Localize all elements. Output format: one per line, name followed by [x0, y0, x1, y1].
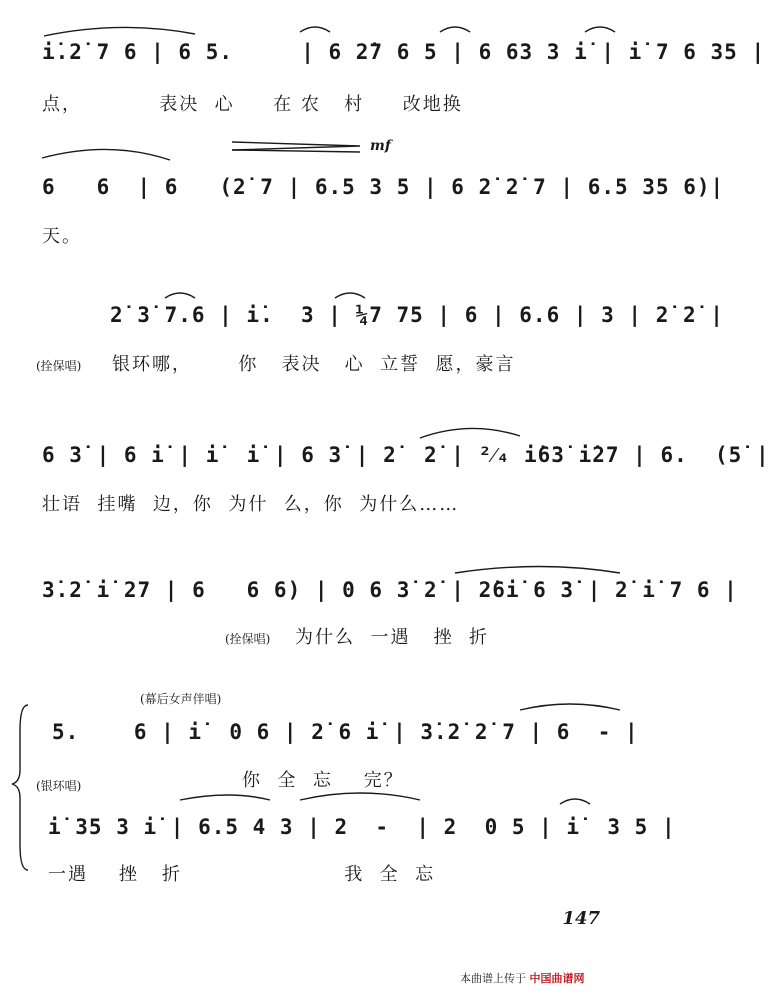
lyrics-line: 一遇 挫 折 我 全 忘 — [48, 864, 436, 885]
lyrics-line: 壮语 挂嘴 边，你 为什 么，你 为什么…… — [42, 494, 460, 515]
notation-line: i̇ 35 3 i̇ | 6.5 4 3 | 2 - | 2 0 5 | i̇ 3 5 | — [48, 815, 676, 839]
lyrics-line: 天。 — [42, 226, 82, 247]
choir-label: (幕后女声伴唱) — [140, 692, 222, 706]
notation-line: 3̇.2̇ i̇ 27 | 6 6 6) | 0 6 3̇ 2̇ | 2̇6i̇ 6 3̇ | 2̇ i̇ 7 6 | — [42, 578, 738, 602]
notation-line: 2̇ 3̇ 7.6 | i̇. 3 | ¼7 75 | 6 | 6.6 | 3 | 2̇ 2̇ | — [110, 303, 724, 327]
lyrics-line: 你 全 忘 完？ — [242, 770, 404, 791]
notation-line: i̇.2̇ 7 6 | 6 5. | 6 2̇7 6 5 | 6 63 3 i̇ | i̇ 7 6 35 | — [42, 40, 766, 64]
notation-line: 5. 6 | i̇ 0 6 | 2̇ 6 i̇ | 3̇.2̇ 2̇ 7 | 6 - | — [52, 720, 639, 744]
lyrics-line: 银环哪， 你 表决 心 立誓 愿，豪言 — [112, 354, 516, 375]
footer-text: 本曲谱上传于 — [460, 972, 526, 985]
lyrics-line: 点， 表决 心 在 农 村 改地换 — [42, 94, 463, 115]
page-number: 147 — [562, 908, 600, 929]
singer-label: (拴保唱) — [36, 359, 82, 373]
footer-credit — [460, 970, 585, 986]
site-brand[interactable]: 中国曲谱网 — [529, 972, 585, 985]
notation-line: 6 3̇ | 6 i̇ | i̇ i̇ | 6 3̇ | 2̇ 2̇ | ²⁄₄ i̇63̇ i̇27 | 6. (5̇ | — [42, 443, 770, 467]
lyrics-line: 为什么 一遇 挫 折 — [295, 627, 490, 648]
notation-line: 6 6 | 6 (2̇ 7 | 6.5 3 5 | 6 2̇ 2̇ 7 | 6.5 35 6)| — [42, 175, 725, 199]
singer-label: (拴保唱) — [225, 632, 271, 646]
singer-label: (银环唱) — [36, 779, 82, 793]
dynamic-mark: mf — [370, 138, 391, 154]
